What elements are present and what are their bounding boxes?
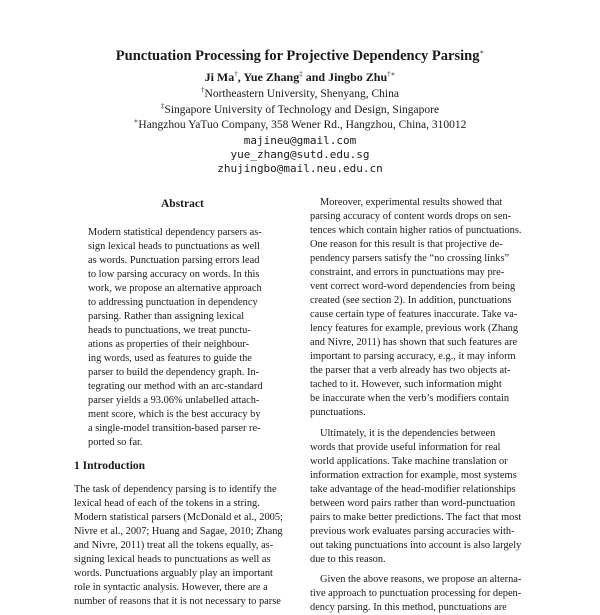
abstract-line: as words. Punctuation parsing errors lead bbox=[88, 255, 260, 266]
author-name: Jingbo Zhu bbox=[328, 70, 388, 84]
abstract-line: ations as properties of their neighbour- bbox=[88, 339, 250, 350]
body-line: lency features for example, previous work (Zhang bbox=[310, 323, 519, 334]
author-mark: † bbox=[234, 70, 238, 78]
intro-line: number of reasons that it is not necessary to parse bbox=[74, 596, 281, 607]
abstract-line: a single-model transition-based parser re- bbox=[88, 423, 261, 434]
body-line: created (see section 2). In addition, punctuations bbox=[310, 295, 512, 306]
body-line: previous work evaluates parsing accuracies with- bbox=[310, 526, 515, 537]
body-line: dency parsing. In this method, punctuations are bbox=[310, 602, 507, 613]
author-separator: and bbox=[302, 70, 329, 84]
body-line: cause certain type of features inaccurate. Take va- bbox=[310, 309, 518, 320]
author-separator: , bbox=[237, 70, 244, 84]
abstract-line: ing words, used as features to guide the bbox=[88, 353, 252, 364]
author-mark: ‡ bbox=[299, 70, 303, 78]
affiliation-text: Singapore University of Technology and Design, Singapore bbox=[164, 104, 440, 116]
body-line: and Nivre, 2011) has shown that such features are bbox=[310, 337, 518, 348]
abstract-line: heads to punctuations, we treat punctu- bbox=[88, 325, 251, 336]
abstract-line: parser to build the dependency graph. In- bbox=[88, 367, 260, 378]
abstract-line: parser yields a 93.06% unlabelled attach- bbox=[88, 395, 260, 406]
abstract-line: to low parsing accuracy on words. In this bbox=[88, 269, 260, 280]
author-name: Yue Zhang bbox=[243, 70, 300, 84]
body-line: take advantage of the head-modifier relationships bbox=[310, 484, 516, 495]
body-line: One reason for this result is that projective de- bbox=[310, 239, 503, 250]
body-line: important to parsing accuracy, e.g., it may inform bbox=[310, 351, 516, 362]
body-line: information extraction for example, most systems bbox=[310, 470, 517, 481]
affiliation-mark: † bbox=[201, 86, 205, 95]
email-address[interactable]: yue_zhang@sutd.edu.sg bbox=[230, 148, 370, 161]
email-address[interactable]: zhujingbo@mail.neu.edu.cn bbox=[217, 162, 383, 175]
body-line: Moreover, experimental results showed that bbox=[320, 197, 503, 208]
body-line: Ultimately, it is the dependencies between bbox=[320, 428, 496, 439]
body-line: constraint, and errors in punctuations may pre- bbox=[310, 267, 505, 278]
body-line: the parser that a verb already has two objects at- bbox=[310, 365, 511, 376]
abstract-line: Modern statistical dependency parsers as- bbox=[88, 227, 262, 238]
abstract-line: ported so far. bbox=[88, 437, 143, 448]
abstract-line: work, we propose an alternative approach bbox=[88, 283, 262, 294]
body-line: parsing accuracy of content words drops on sen- bbox=[310, 211, 512, 222]
abstract-line: tegrating our method with an arc-standard bbox=[88, 381, 263, 392]
body-line: tive approach to punctuation processing for depen- bbox=[310, 588, 522, 599]
affiliation-mark: ‡ bbox=[160, 102, 165, 111]
body-line: vent correct word-word dependencies from being bbox=[310, 281, 516, 292]
affiliation bbox=[0, 104, 600, 116]
author-mark: †∗ bbox=[387, 70, 396, 78]
body-line: words that provide useful information for real bbox=[310, 442, 501, 453]
author-name: Ji Ma bbox=[204, 70, 235, 84]
intro-line: role in syntactic analysis. However, there are a bbox=[74, 582, 268, 593]
intro-line: Modern statistical parsers (McDonald et al., 2005; bbox=[74, 512, 283, 523]
body-line: pendency parsers satisfy the “no crossing links” bbox=[310, 253, 510, 264]
affiliation-text: Hangzhou YaTuo Company, 358 Wener Rd., Hangzhou, China, 310012 bbox=[138, 119, 467, 131]
body-line: due to this reason. bbox=[310, 554, 386, 565]
affiliation bbox=[0, 119, 600, 131]
body-line: tached to it. However, such information might bbox=[310, 379, 502, 390]
affiliation-mark: ∗ bbox=[133, 117, 139, 126]
body-line: punctuations. bbox=[310, 407, 366, 418]
intro-line: lexical head of each of the tokens in a string. bbox=[74, 498, 260, 509]
intro-line: words. Punctuations arguably play an important bbox=[74, 568, 273, 579]
author-line bbox=[0, 70, 600, 85]
title-footnote-mark: ∗ bbox=[479, 48, 485, 57]
body-line: Given the above reasons, we propose an alterna- bbox=[320, 574, 522, 585]
intro-line: and Nivre, 2011) treat all the tokens equally, as- bbox=[74, 540, 274, 551]
body-line: world applications. Take machine translation or bbox=[310, 456, 508, 467]
abstract-line: ment score, which is the best accuracy by bbox=[88, 409, 261, 420]
body-line: be inaccurate when the verb’s modifiers contain bbox=[310, 393, 510, 404]
body-line: out taking punctuations into account is also largely bbox=[310, 540, 522, 551]
introduction-heading: 1 Introduction bbox=[74, 460, 146, 472]
abstract-line: to addressing punctuation in dependency bbox=[88, 297, 258, 308]
abstract-line: parsing. Rather than assigning lexical bbox=[88, 311, 245, 322]
intro-line: The task of dependency parsing is to identify the bbox=[74, 484, 277, 495]
body-line: tences which contain higher ratios of punctuations. bbox=[310, 225, 522, 236]
title-text: Punctuation Processing for Projective Dependency Parsing bbox=[115, 48, 480, 64]
body-line: between word pairs rather than word-punctuation bbox=[310, 498, 516, 509]
abstract-line: sign lexical heads to punctuations as well bbox=[88, 241, 260, 252]
affiliation-text: Northeastern University, Shenyang, China bbox=[204, 88, 399, 100]
affiliation bbox=[0, 88, 600, 100]
abstract-heading: Abstract bbox=[161, 198, 204, 210]
body-line: pairs to make better predictions. The fact that most bbox=[310, 512, 522, 523]
paper-title bbox=[0, 48, 600, 65]
intro-line: signing lexical heads to punctuations as well as bbox=[74, 554, 271, 565]
intro-line: Nivre et al., 2007; Huang and Sagae, 2010; Zhang bbox=[74, 526, 283, 537]
email-address[interactable]: majineu@gmail.com bbox=[243, 134, 357, 147]
